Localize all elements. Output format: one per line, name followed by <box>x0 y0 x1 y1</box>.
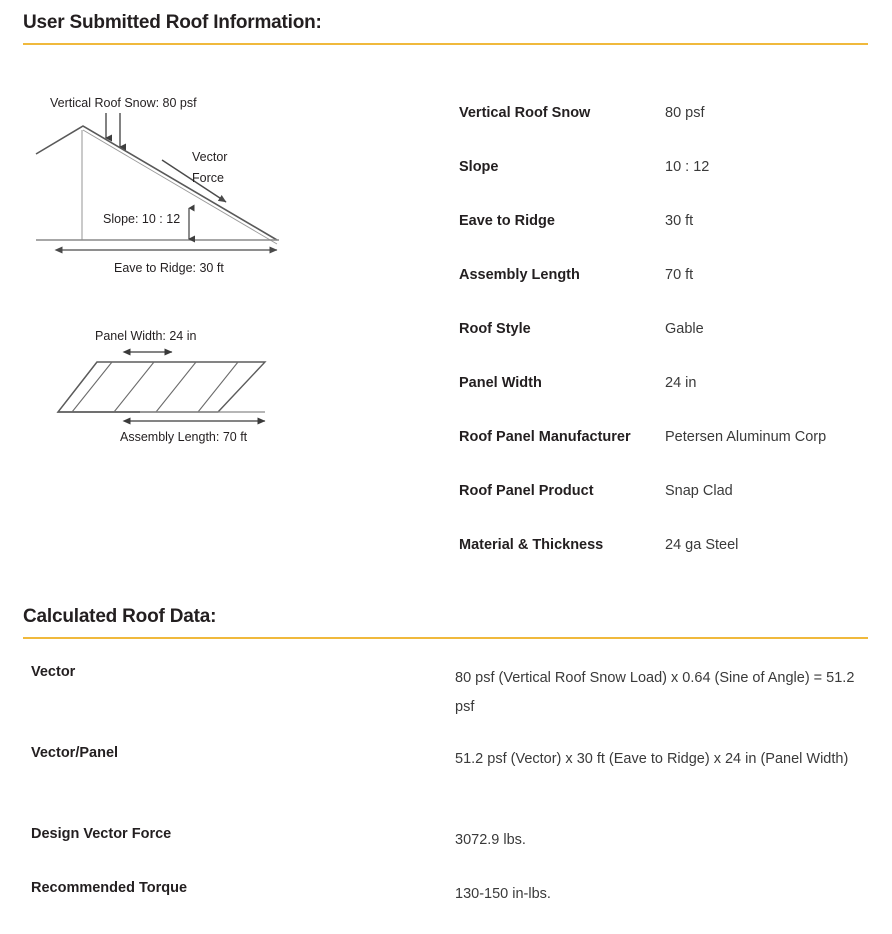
snow-load-label: Vertical Roof Snow: 80 psf <box>50 96 197 110</box>
spec-label: Vertical Roof Snow <box>459 105 591 121</box>
section-divider <box>23 43 868 45</box>
calc-value: 51.2 psf (Vector) x 30 ft (Eave to Ridge) x 24 in (Panel Width) <box>455 751 849 767</box>
spec-value: 80 psf <box>665 105 705 121</box>
panel-seam <box>114 362 154 412</box>
spec-label: Eave to Ridge <box>459 213 555 229</box>
spec-value: Snap Clad <box>665 483 733 499</box>
calc-label: Recommended Torque <box>31 880 188 896</box>
table-row <box>31 826 881 880</box>
spec-label: Roof Style <box>459 321 531 337</box>
calc-label: Design Vector Force <box>31 826 172 842</box>
calc-label: Vector/Panel <box>31 745 119 761</box>
calculated-data-table <box>31 664 881 934</box>
spec-label: Roof Panel Product <box>459 483 594 499</box>
spec-value: 24 in <box>665 375 697 391</box>
spec-value: 10 : 12 <box>665 159 710 175</box>
calculated-section-title: Calculated Roof Data: <box>23 606 217 627</box>
spec-value: 70 ft <box>665 267 694 283</box>
panel-plan-diagram <box>50 326 330 451</box>
spec-label: Material & Thickness <box>459 537 604 553</box>
spec-value: 24 ga Steel <box>665 537 739 553</box>
span-label: Eave to Ridge: 30 ft <box>114 261 224 275</box>
spec-label: Slope <box>459 159 499 175</box>
panel-width-label: Panel Width: 24 in <box>95 329 197 343</box>
roof-cross-section-diagram <box>24 92 324 282</box>
calc-value: 80 psf (Vertical Roof Snow Load) x 0.64 (Sine of Angle) = 51.2 psf <box>455 670 855 715</box>
spec-label: Assembly Length <box>459 267 580 283</box>
calc-value: 130-150 in-lbs. <box>455 886 551 902</box>
panel-seam <box>156 362 196 412</box>
spec-value: 30 ft <box>665 213 694 229</box>
panel-seam <box>198 362 238 412</box>
roof-outline-inner <box>83 130 277 244</box>
spec-value: Petersen Aluminum Corp <box>665 429 827 445</box>
table-row <box>31 664 881 745</box>
vector-force-label-line1: Vector <box>192 150 228 164</box>
table-row <box>31 880 881 934</box>
table-row <box>31 745 881 826</box>
vector-force-label-line2: Force <box>192 171 224 185</box>
slope-label: Slope: 10 : 12 <box>103 212 181 226</box>
spec-label: Panel Width <box>459 375 542 391</box>
page-title: User Submitted Roof Information: <box>23 12 322 33</box>
calc-label: Vector <box>31 664 76 680</box>
assembly-length-label: Assembly Length: 70 ft <box>120 430 248 444</box>
spec-label: Roof Panel Manufacturer <box>459 429 631 445</box>
calc-value: 3072.9 lbs. <box>455 832 526 848</box>
hip-triangle <box>58 362 140 412</box>
section-divider <box>23 637 868 639</box>
spec-value: Gable <box>665 321 704 337</box>
